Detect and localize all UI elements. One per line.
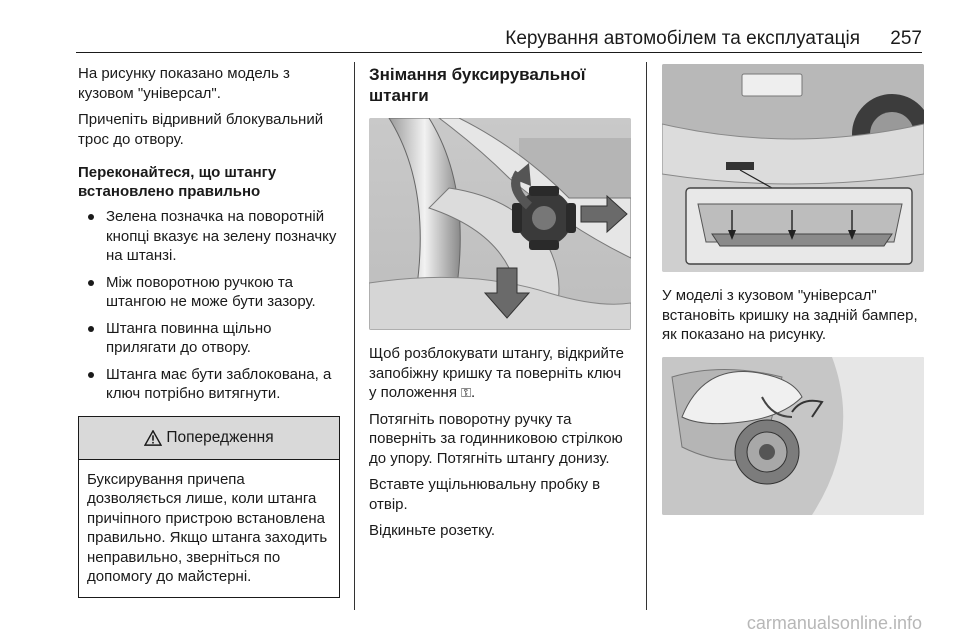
warning-text: Буксирування причепа дозволяється лише, коли штанга причіпного пристрою встановлена правильно. Якщо штанга заходить неправильно, зверніться по допомогу до майстерні. xyxy=(87,470,328,585)
warning-header xyxy=(79,417,339,460)
header-title: Керування автомобілем та експлуатація xyxy=(505,28,860,49)
column-1 xyxy=(78,64,340,598)
paragraph-model-note: На рисунку показано модель з кузовом "універсал". xyxy=(78,65,290,102)
caption-cover: У моделі з кузовом "універсал" встановіть кришку на задній бампер, як показано на рисунку. xyxy=(662,287,918,343)
paragraph-fold-socket: Відкиньте розетку. xyxy=(369,522,496,539)
list-item: Штанга повинна щільно прилягати до отвору. xyxy=(78,319,340,358)
page-number: 257 xyxy=(890,28,922,49)
column-3 xyxy=(662,64,924,515)
column-2 xyxy=(369,64,631,548)
unlock-symbol-icon: ⚿ xyxy=(461,385,472,400)
section-title: Знімання буксирувальної штанги xyxy=(369,65,586,105)
illustration-socket-cover xyxy=(662,357,924,515)
list-item: Штанга має бути заблокована, а ключ потрібно витягнути. xyxy=(78,365,340,404)
paragraph-attach-cable: Причепіть відривний блокувальний трос до отвору. xyxy=(78,111,324,148)
list-item: Зелена позначка на поворотній кнопці вказує на зелену позначку на штанзі. xyxy=(78,207,340,266)
check-heading: Переконайтеся, що штангу встановлено правильно xyxy=(78,164,277,200)
warning-box xyxy=(78,416,340,598)
illustration-tow-bar-release xyxy=(369,118,631,330)
illustration-rear-bumper-cover xyxy=(662,64,924,272)
paragraph-unlock: Щоб розблокувати штангу, відкрийте запобіжну кришку та поверніть ключ у положення ⚿. xyxy=(369,345,624,401)
column-divider xyxy=(354,62,355,610)
watermark: carmanualsonline.info xyxy=(746,613,922,633)
column-divider xyxy=(646,62,647,610)
check-list xyxy=(78,207,340,404)
warning-title: Попередження xyxy=(166,428,274,446)
paragraph-insert-plug: Вставте ущільнювальну пробку в отвір. xyxy=(369,476,601,513)
page-header xyxy=(76,22,922,53)
list-item: Між поворотною ручкою та штангою не може бути зазору. xyxy=(78,273,340,312)
paragraph-rotate-handle: Потягніть поворотну ручку та поверніть за годинниковою стрілкою до упору. Потягніть штангу донизу. xyxy=(369,410,623,467)
unlock-text: Щоб розблокувати штангу, відкрийте запобіжну кришку та поверніть ключ у положення xyxy=(369,345,624,401)
warning-triangle-icon xyxy=(144,430,162,446)
